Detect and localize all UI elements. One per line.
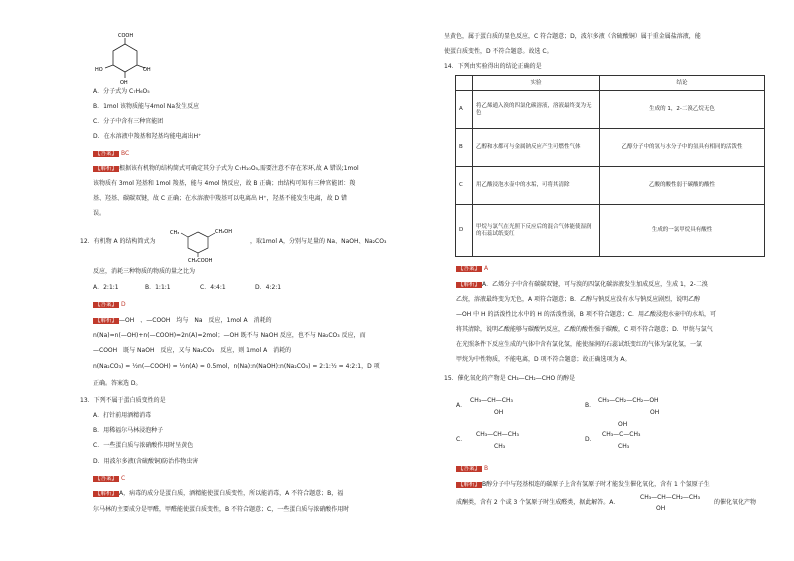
q14-explanation-line-4: 将其清除，说明乙酸能够与碳酸钙反应，乙酸的酸性强于碳酸，C 项不符合题意；D．甲烷与氯气 bbox=[456, 326, 713, 333]
q14-answer-value: A bbox=[483, 265, 489, 272]
q11-option-b: B．1mol 该物质能与4mol Na发生反应 bbox=[93, 103, 200, 110]
q12-structure bbox=[168, 222, 248, 262]
q12-option-d: D．4:2:1 bbox=[255, 284, 282, 291]
q15-option-b-formula: CH₃—CH₂—CH₂—OH bbox=[598, 397, 659, 404]
q12-stem-1: 12．有机物 A 的结构简式为 bbox=[80, 238, 156, 245]
row-label: C bbox=[456, 167, 473, 205]
q13-option-b: B．用稀福尔马林浸泡种子 bbox=[93, 427, 164, 434]
mol-oh-right: OH bbox=[143, 67, 151, 73]
q13-option-a: A．打针前用酒精消毒 bbox=[93, 412, 152, 419]
q14-answer bbox=[456, 265, 488, 273]
row-label: D bbox=[456, 205, 473, 257]
q13-option-d: D．用波尔多液(含硫酸铜)防治作物虫害 bbox=[93, 458, 199, 465]
q15-option-b-label: B． bbox=[585, 402, 596, 409]
explanation-tag: 【解析】 bbox=[95, 491, 118, 497]
mol-ho: HO bbox=[95, 67, 103, 73]
q11-answer bbox=[93, 150, 129, 158]
table-row bbox=[456, 129, 765, 167]
answer-tag: 【答案】 bbox=[458, 466, 481, 472]
q14-explanation-line-1 bbox=[456, 281, 708, 289]
q14-explanation-line-5: 在光照条件下反应生成的气体中含有氯化氢，能使湿润的石蕊试纸变红的气体为氯化氢，一氯 bbox=[456, 341, 703, 348]
shikimic-acid-structure bbox=[95, 30, 155, 86]
q12-stem-2: ，取1mol A，分别与足量的 Na、NaOH、Na₂CO₃ bbox=[250, 238, 387, 245]
q15-option-d-sub: CH₃ bbox=[618, 443, 630, 450]
q12-option-b: B．1:1:1 bbox=[145, 284, 171, 291]
explanation-tag: 【解析】 bbox=[95, 166, 118, 172]
q15-answer bbox=[456, 465, 488, 473]
q12-answer bbox=[93, 301, 126, 309]
q15-explanation-line-2: 成酮类，含有 2 个或 3 个氢原子时生成醛类，据此解答。A． bbox=[456, 499, 620, 506]
q12-explanation-line-4: n(Na₂CO₃) = ½n(—COOH) = ½n(A) = 0.5mol，n(Na):n(NaOH):n(Na₂CO₃) = 2:1:½ = 4:2:1，D 项 bbox=[93, 363, 380, 370]
q11-option-d: D．在水溶液中羧基和羟基均能电离出H⁺ bbox=[93, 133, 202, 140]
answer-tag: 【答案】 bbox=[95, 151, 118, 157]
q11-expl-text-1: 根据该有机物的结构简式可确定其分子式为 C₇H₁₀O₅,需要注意不存在苯环,故 A 错误;1mol bbox=[119, 165, 359, 172]
row-label: B bbox=[456, 129, 473, 167]
table-header-blank bbox=[456, 76, 473, 91]
row-conclusion: 生成的 1，2-二溴乙烷无色 bbox=[600, 91, 765, 129]
row-label: A bbox=[456, 91, 473, 129]
q12-option-c: C．4:4:1 bbox=[200, 284, 226, 291]
q15-expl-text-1: B醇分子中与羟基相连的碳原子上含有氢原子时才能发生催化氧化，含有 1 个氢原子生 bbox=[482, 481, 710, 488]
q14-explanation-line-3: —OH 中 H 的活泼性比水中的 H 的活泼性弱，B 项不符合题意；C．用乙酸浸泡水壶中的水垢，可 bbox=[456, 311, 717, 318]
mol-cooh: COOH bbox=[118, 33, 134, 39]
q13-explanation-line-2: 尔马林的主要成分是甲醛，甲醛能使蛋白质变性，B 不符合题意；C，一些蛋白质与浓硝酸作用时 bbox=[93, 506, 350, 513]
row-experiment: 乙醇和水都可与金属钠反应产生可燃性气体 bbox=[473, 129, 600, 167]
mol-oh-bottom: OH bbox=[120, 80, 128, 86]
q12-stem-3: 反应，消耗三种物质的物质的量之比为 bbox=[93, 268, 196, 275]
q15-option-a-label: A． bbox=[456, 402, 467, 409]
q11-option-c: C．分子中含有三种官能团 bbox=[93, 118, 164, 125]
q15-option-d-formula: CH₃—C—CH₃ bbox=[602, 431, 641, 438]
answer-tag: 【答案】 bbox=[458, 266, 481, 272]
q15-option-d-top: OH bbox=[618, 421, 628, 428]
q15-option-b-sub: OH bbox=[650, 409, 660, 416]
answer-tag: 【答案】 bbox=[95, 476, 118, 482]
q15-answer-value: B bbox=[483, 465, 489, 472]
q13-expl-text-1: A，病毒的成分是蛋白质，酒精能使蛋白质变性，所以能消毒，A 不符合题意；B，福 bbox=[119, 490, 344, 497]
q14-explanation-line-6: 甲烷为中性物质，不能电离，D 项不符合题意；故正确选项为 A。 bbox=[456, 356, 631, 363]
q15-option-a-sub: OH bbox=[494, 409, 504, 416]
explanation-tag: 【解析】 bbox=[458, 282, 481, 288]
table-header-experiment: 实验 bbox=[473, 76, 600, 91]
q12-ch2oh: CH₂OH bbox=[215, 229, 232, 235]
q13-answer-value: C bbox=[120, 475, 126, 482]
explanation-tag: 【解析】 bbox=[95, 318, 118, 324]
answer-tag: 【答案】 bbox=[95, 302, 118, 308]
table-header-row bbox=[456, 76, 765, 91]
q15-explanation-line-1 bbox=[456, 481, 710, 489]
q12-explanation-line-2: n(Na)=n(—OH)+n(—COOH)=2n(A)=2mol；—OH 既不与 NaOH 反应，也不与 Na₂CO₃ 反应，而 bbox=[93, 332, 366, 339]
q11-explanation-line-3: 基、羟基、碳碳双键，故 C 正确；在水溶液中羧基可以电离出 H⁺，羟基不能发生电离，故 D 错 bbox=[93, 195, 348, 202]
q11-explanation-line-2: 该物质有 3mol 羟基和 1mol 羧基，能与 4mol 钠反应，故 B 正确；由结构可知有三种官能团：羧 bbox=[93, 180, 356, 187]
row-conclusion: 生成的一氯甲烷具有酸性 bbox=[600, 205, 765, 257]
q12-explanation-line-1 bbox=[93, 317, 272, 325]
q12-ch3: CH₃ bbox=[170, 230, 180, 236]
q15-option-c-formula: CH₃—CH—CH₃ bbox=[476, 431, 519, 438]
explanation-tag: 【解析】 bbox=[458, 482, 481, 488]
q14-expl-text-1: A．乙烯分子中含有碳碳双键，可与溴的四氯化碳溶液发生加成反应，生成 1，2-二溴 bbox=[482, 281, 708, 288]
row-conclusion: 乙醇分子中的氢与水分子中的氢具有相同的活泼性 bbox=[600, 129, 765, 167]
q15-stem: 15．催化氧化的产物是 CH₃—CH₂—CHO 的醇是 bbox=[444, 375, 576, 382]
q11-explanation-line-1 bbox=[93, 165, 359, 173]
q12-explanation-line-3: —COOH 既与 NaOH 反应，又与 Na₂CO₃ 反应，则 1mol A 消耗的 bbox=[93, 347, 292, 354]
q13-option-c: C．一些蛋白质与浓硝酸作用时呈黄色 bbox=[93, 442, 194, 449]
q15-expl-formula: CH₃—CH—CH₂—CH₃ bbox=[640, 494, 701, 501]
row-conclusion: 乙酸的酸性弱于碳酸的酸性 bbox=[600, 167, 765, 205]
q15-option-a-formula: CH₃—CH—CH₃ bbox=[470, 397, 513, 404]
table-row bbox=[456, 167, 765, 205]
q15-option-d-label: D． bbox=[585, 436, 596, 443]
q12-answer-value: D bbox=[120, 301, 126, 308]
table-row bbox=[456, 91, 765, 129]
q15-expl-formula-sub: OH bbox=[656, 505, 666, 512]
q12-explanation-line-5: 正确。答案选 D。 bbox=[93, 380, 142, 387]
q14-explanation-line-2: 乙烷，溶液最终变为无色，A 项符合题意；B．乙醇与钠反应没有水与钠反应剧烈，说明乙醇 bbox=[456, 296, 701, 303]
table-header-conclusion: 结论 bbox=[600, 76, 765, 91]
q11-answer-value: BC bbox=[120, 150, 130, 157]
q12-expl-text-1: —OH 、—COOH 均与 Na 反应，1mol A 消耗的 bbox=[119, 317, 272, 324]
q11-explanation-line-4: 误。 bbox=[93, 210, 106, 217]
row-experiment: 用乙酸浸泡水壶中的水垢，可将其清除 bbox=[473, 167, 600, 205]
q14-table bbox=[455, 75, 765, 257]
row-experiment: 甲烷与氯气在光照下反应后的混合气体能使湿润的石蕊试纸变红 bbox=[473, 205, 600, 257]
q12-ch2cooh: CH₂COOH bbox=[188, 258, 213, 262]
q15-option-c-sub: CH₃ bbox=[494, 443, 506, 450]
q15-explanation-line-3: 的催化氧化产物 bbox=[714, 499, 757, 506]
q13-continued-line-1: 呈黄色，属于蛋白质的显色反应，C 符合题意；D，波尔多液（含硫酸铜）属于重金属盐溶液，能 bbox=[444, 33, 701, 40]
q14-stem: 14．下列由实验得出的结论正确的是 bbox=[444, 63, 542, 70]
q13-continued-line-2: 使蛋白质变性，D 不符合题意。故选 C。 bbox=[444, 48, 553, 55]
q12-option-a: A．2:1:1 bbox=[93, 284, 119, 291]
q15-option-c-label: C． bbox=[456, 436, 467, 443]
q11-option-a: A．分子式为 C₇H₆O₅ bbox=[93, 88, 150, 95]
table-row bbox=[456, 205, 765, 257]
q13-explanation-line-1 bbox=[93, 490, 343, 498]
q13-stem: 13．下列不属于蛋白质变性的是 bbox=[80, 397, 166, 404]
row-experiment: 将乙烯通入溴的四氯化碳溶液，溶液最终变为无色 bbox=[473, 91, 600, 129]
q13-answer bbox=[93, 475, 125, 483]
